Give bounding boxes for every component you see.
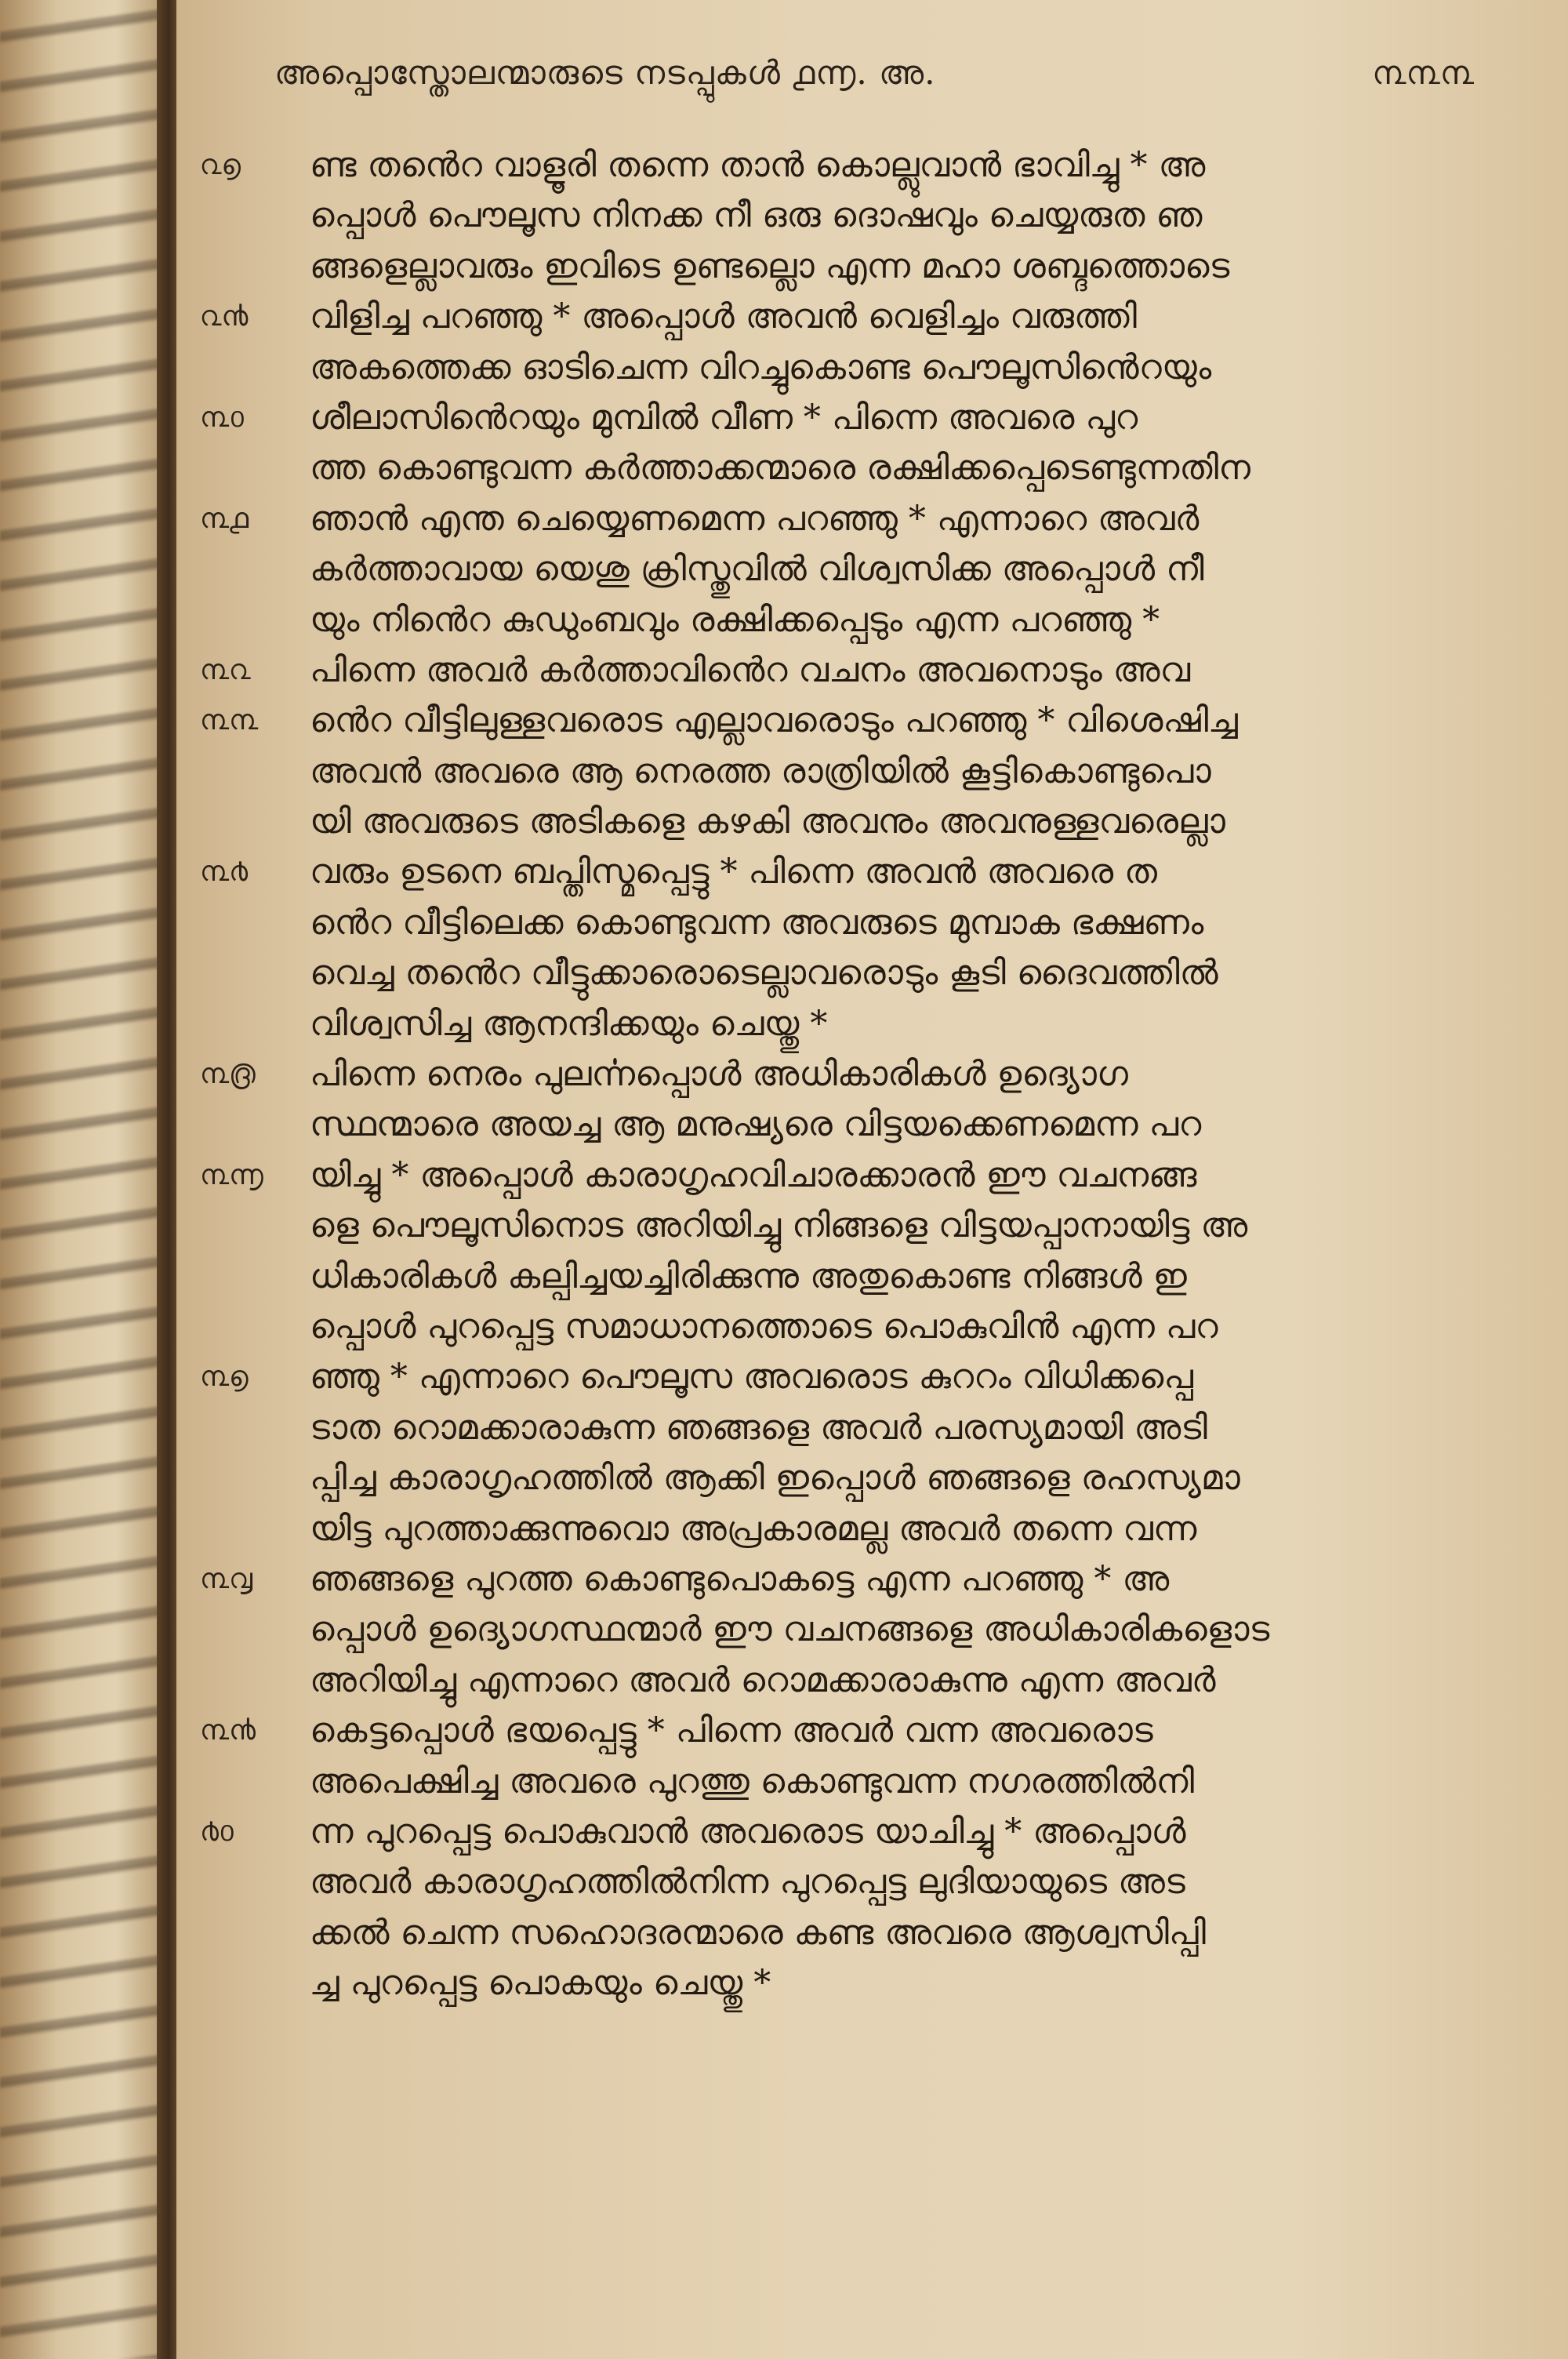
line-text: ഞ്ഞു * എന്നാറെ പൌലൂസ അവരൊട കുററം വിധിക്കപ്പെ [310, 1357, 1193, 1398]
text-line [200, 394, 1470, 442]
verse-number: ൨൭ [200, 149, 241, 181]
line-text: ങ്ങളെല്ലാവരും ഇവിടെ ഉണ്ടല്ലൊ എന്ന മഹാ ശബ്ദത്തൊടെ [310, 245, 1230, 286]
line-text: ളെ പൌലൂസിനൊട അറിയിച്ചു നിങ്ങളെ വിട്ടയപ്പാനായിട്ട അ [310, 1205, 1248, 1246]
text-line [200, 141, 1470, 190]
text-line [310, 1858, 1470, 1906]
text-line [310, 1252, 1470, 1301]
text-line [200, 293, 1470, 341]
line-text: പിന്നെ നെരം പുലൎന്നപ്പൊൾ അധികാരികൾ ഉദ്യൊഗ [310, 1054, 1128, 1095]
text-line [310, 949, 1470, 998]
line-text: ഞങ്ങളെ പുറത്ത കൊണ്ടുപൊകട്ടെ എന്ന പറഞ്ഞു * അ [310, 1558, 1170, 1599]
line-text: അറിയിച്ചു എന്നാറെ അവർ റൊമക്കാരാകുന്നു എന്ന അവർ [310, 1659, 1216, 1700]
verse-number: ൩൨ [200, 653, 251, 686]
line-text: യി അവരുടെ അടികളെ കഴകി അവനും അവനുള്ളവരെല്ലാ [310, 801, 1225, 842]
verse-number: ൩൬ [200, 1158, 263, 1191]
line-text: ന്ന പുറപ്പെട്ട പൊകുവാൻ അവരൊട യാചിച്ചു * അപ്പൊൾ [310, 1811, 1186, 1852]
text-line [310, 1303, 1470, 1351]
text-line [310, 343, 1470, 392]
text-line [310, 798, 1470, 846]
line-text: കർത്താവായ യെശു ക്രിസ്തുവിൽ വിശ്വസിക്ക അപ്പൊൾ നീ [310, 549, 1204, 590]
line-text: പ്പൊൾ പുറപ്പെട്ട സമാധാനത്തൊടെ പൊകുവിൻ എന്ന പറ [310, 1306, 1218, 1347]
text-line [310, 596, 1470, 645]
line-text: യിച്ചു * അപ്പൊൾ കാരാഗൃഹവിചാരക്കാരൻ ഈ വചനങ്ങ [310, 1154, 1197, 1195]
line-text: വിശ്വസിച്ച ആനന്ദിക്കയും ചെയ്തു * [310, 1003, 828, 1044]
verse-number: ൩൯ [200, 1714, 256, 1747]
text-line [310, 444, 1470, 493]
running-head: അപ്പൊസ്തോലന്മാരുടെ നടപ്പുകൾ ൧൬. അ. [274, 53, 936, 92]
text-line [200, 1151, 1470, 1200]
text-line [310, 899, 1470, 947]
line-text: സ്ഥന്മാരെ അയച്ച ആ മനുഷ്യരെ വിട്ടയക്കെണമെന്ന പറ [310, 1104, 1202, 1145]
text-line [200, 1555, 1470, 1604]
verse-number: ൩൮ [200, 1562, 253, 1595]
line-text: ശീലാസിൻെറയും മുമ്പിൽ വീണ * പിന്നെ അവരെ പുറ [310, 397, 1138, 438]
line-text: പ്പൊൾ പൌലൂസ നിനക്ക നീ ഒരു ദൊഷവും ചെയ്യരുത ഞ [310, 195, 1203, 236]
text-line [200, 1050, 1470, 1099]
text-line [310, 1000, 1470, 1049]
text-line [310, 545, 1470, 594]
line-text: യിട്ട പുറത്താക്കുന്നുവൊ അപ്രകാരമല്ല അവർ തന്നെ വന്ന [310, 1508, 1197, 1549]
verse-number: ൩൦ [200, 401, 244, 434]
line-text: അവൻ അവരെ ആ നെരത്ത രാത്രിയിൽ കൂട്ടികൊണ്ടുപൊ [310, 751, 1211, 791]
line-text: ഞാൻ എന്ത ചെയ്യെണമെന്ന പറഞ്ഞു * എന്നാറെ അവർ [310, 498, 1200, 539]
line-text: പ്പിച്ച കാരാഗൃഹത്തിൽ ആക്കി ഇപ്പൊൾ ഞങ്ങളെ രഹസ്യമാ [310, 1458, 1240, 1499]
line-text: വെച്ച തൻെറ വീട്ടുക്കാരൊടെല്ലാവരൊടും കൂടി ദൈവത്തിൽ [310, 953, 1218, 994]
page-body [200, 141, 1470, 2009]
line-text: അവർ കാരാഗൃഹത്തിൽനിന്ന പുറപ്പെട്ട ലുദിയായുടെ അട [310, 1862, 1185, 1903]
line-text: ൻെറ വീട്ടിലുള്ളവരൊട എല്ലാവരൊടും പറഞ്ഞു * വിശെഷിച്ച [310, 700, 1238, 741]
text-line [200, 495, 1470, 543]
line-text: വരും ഉടനെ ബപ്തിസ്മപ്പെട്ടു * പിന്നെ അവൻ അവരെ ത [310, 852, 1158, 892]
line-text: ണ്ട തൻെറ വാളൂരി തന്നെ താൻ കൊല്ലുവാൻ ഭാവിച്ചു * അ [310, 145, 1206, 185]
verse-number: ൩൪ [200, 856, 249, 889]
facing-page [0, 0, 165, 2359]
text-line [310, 1100, 1470, 1149]
line-text: വിളിച്ച പറഞ്ഞു * അപ്പൊൾ അവൻ വെളിച്ചം വരുത്തി [310, 296, 1137, 337]
text-line [200, 1707, 1470, 1755]
text-line [200, 848, 1470, 896]
text-line [310, 1959, 1470, 2008]
line-text: യും നിൻെറ കുഡുംബവും രക്ഷിക്കപ്പെടും എന്ന പറഞ്ഞു * [310, 599, 1160, 640]
verse-number: ൪൦ [200, 1815, 234, 1848]
text-line [200, 646, 1470, 695]
verse-number: ൩൫ [200, 1058, 256, 1091]
line-text: അകത്തെക്ക ഓടിചെന്ന വിറച്ചുകൊണ്ട പൌലൂസിൻെറയും [310, 347, 1212, 387]
line-text: ടാത റൊമക്കാരാകുന്ന ഞങ്ങളെ അവർ പരസ്യമായി അടി [310, 1407, 1207, 1448]
text-line [310, 1201, 1470, 1250]
verse-number: ൩൭ [200, 1361, 249, 1394]
page-number: ൩൩൩ [1372, 53, 1474, 92]
verse-number: ൩൧ [200, 502, 249, 535]
line-text: പ്പൊൾ ഉദ്യൊഗസ്ഥന്മാർ ഈ വചനങ്ങളെ അധികാരികളൊട [310, 1609, 1270, 1650]
text-line [310, 1605, 1470, 1654]
text-line [200, 1808, 1470, 1856]
text-line [310, 1909, 1470, 1957]
text-line [310, 1454, 1470, 1503]
text-line [310, 747, 1470, 796]
text-line [310, 191, 1470, 240]
line-text: കെട്ടപ്പൊൾ ഭയപ്പെട്ടു * പിന്നെ അവർ വന്ന അവരൊട [310, 1710, 1153, 1751]
line-text: അപെക്ഷിച്ച അവരെ പുറത്തു കൊണ്ടുവന്ന നഗരത്തിൽനി [310, 1761, 1195, 1801]
text-line [310, 1505, 1470, 1554]
line-text: ക്കൽ ചെന്ന സഹൊദരന്മാരെ കണ്ട അവരെ ആശ്വസിപ്പി [310, 1912, 1207, 1953]
text-line [310, 242, 1470, 291]
text-line [310, 1757, 1470, 1806]
text-line [310, 1404, 1470, 1452]
page-header [274, 53, 1474, 93]
facing-page-blurred-text [0, 0, 165, 2359]
verse-number: ൩൩ [200, 704, 259, 737]
verse-number: ൨൯ [200, 300, 249, 333]
line-text: ൻെറ വീട്ടിലെക്ക കൊണ്ടുവന്ന അവരുടെ മുമ്പാക ഭക്ഷണം [310, 902, 1204, 943]
line-text: ച്ച പുറപ്പെട്ട പൊകയും ചെയ്തു * [310, 1963, 771, 2004]
line-text: പിന്നെ അവർ കർത്താവിൻെറ വചനം അവനൊടും അവ [310, 649, 1191, 690]
line-text: ത്ത കൊണ്ടുവന്ന കർത്താക്കന്മാരെ രക്ഷിക്കപ്പെടെണ്ടുന്നതിന [310, 448, 1250, 489]
text-line [310, 1656, 1470, 1705]
text-line [200, 1353, 1470, 1401]
text-line [200, 696, 1470, 745]
line-text: ധികാരികൾ കല്പിച്ചയച്ചിരിക്കുന്നു അതുകൊണ്ട നിങ്ങൾ ഇ [310, 1256, 1187, 1296]
